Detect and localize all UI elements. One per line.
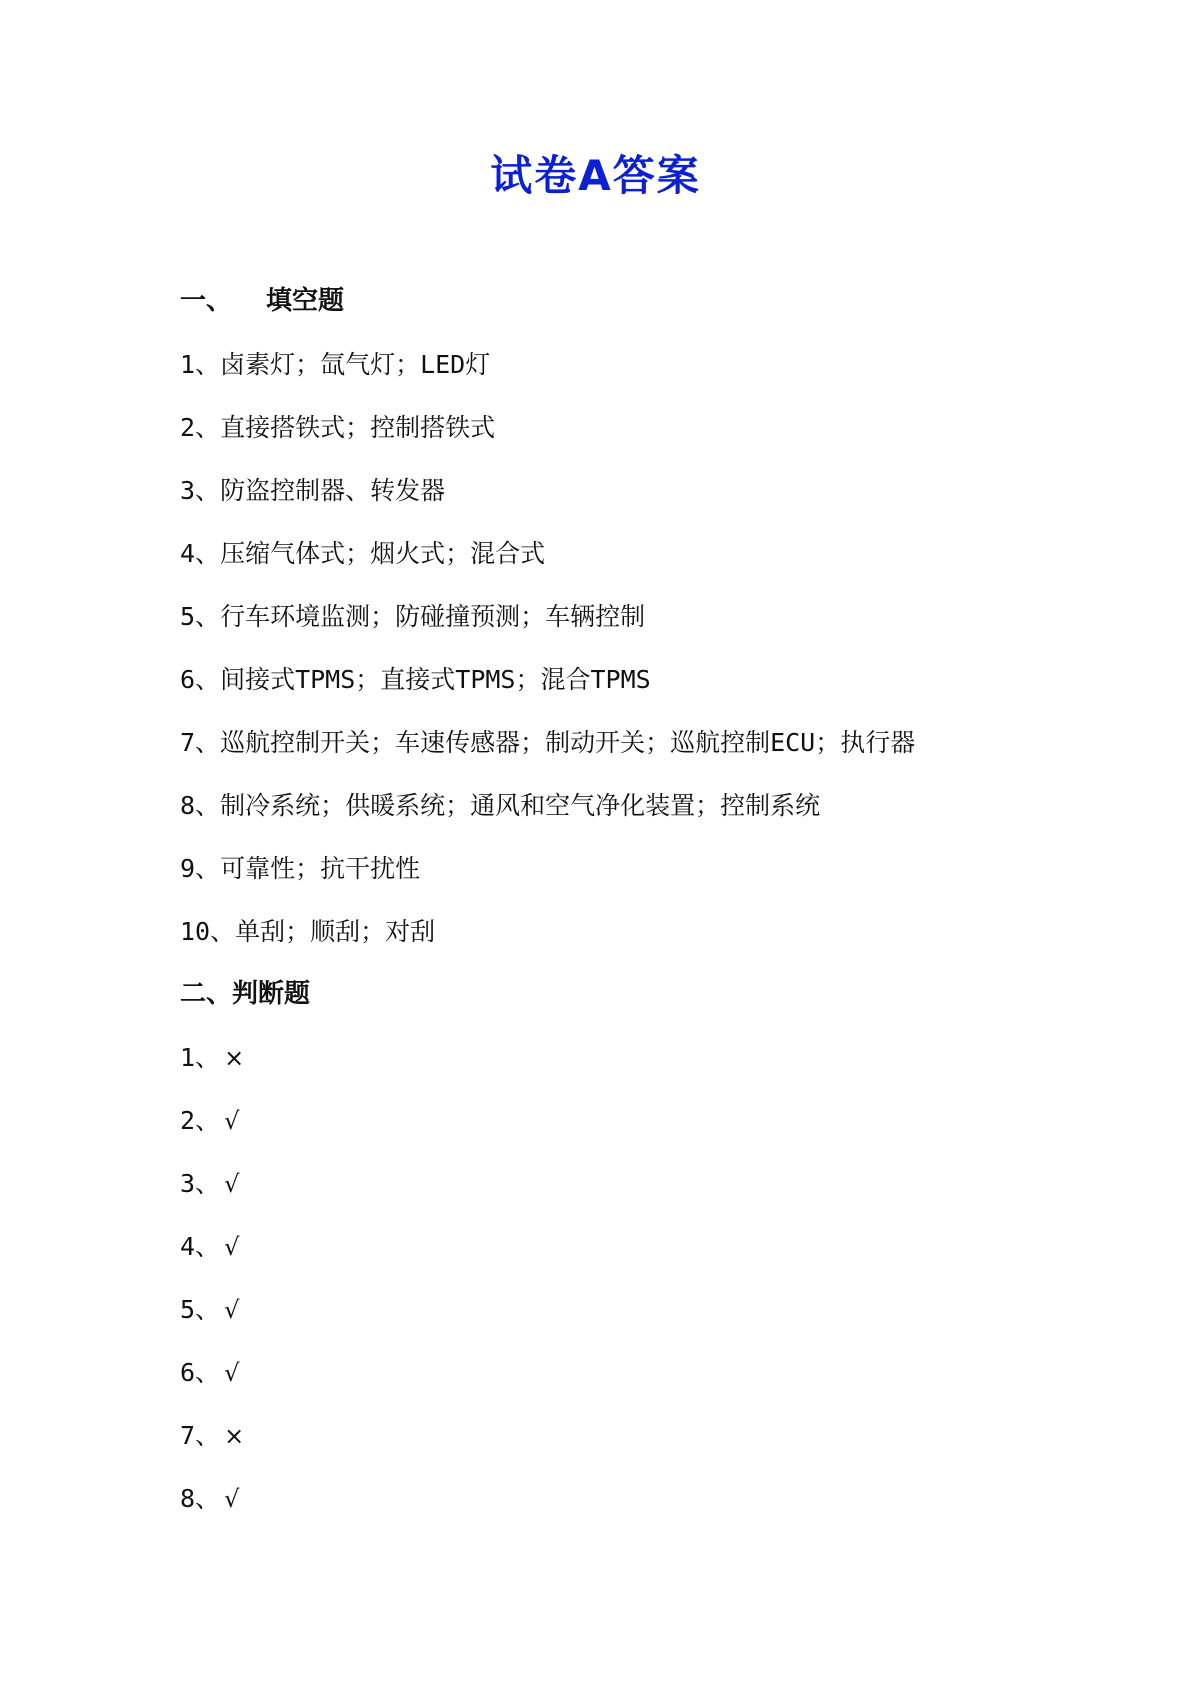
- item-index: 8、: [180, 791, 221, 820]
- item-index: 1、: [180, 350, 221, 379]
- item-answer: 防盗控制器、转发器: [220, 476, 446, 505]
- list-item: [180, 1089, 1080, 1152]
- list-item: [180, 1026, 1080, 1089]
- list-item: [180, 1152, 1080, 1215]
- item-index: 5、: [180, 602, 221, 631]
- list-item: [180, 1215, 1080, 1278]
- item-index: 9、: [180, 854, 221, 883]
- section-number: 一、: [180, 286, 233, 316]
- item-index: 8、: [180, 1484, 221, 1513]
- list-item: [180, 711, 1080, 774]
- item-index: 4、: [180, 1232, 221, 1261]
- list-item: [180, 522, 1080, 585]
- list-item: [180, 333, 1080, 396]
- section-title: 填空题: [266, 286, 345, 316]
- list-item: [180, 774, 1080, 837]
- check-mark-icon: √: [224, 1359, 240, 1387]
- answer-content: [180, 270, 1080, 1530]
- item-answer: 单刮；顺刮；对刮: [235, 917, 436, 946]
- item-answer: 直接搭铁式；控制搭铁式: [220, 413, 496, 442]
- list-item: [180, 1278, 1080, 1341]
- check-mark-icon: √: [224, 1107, 240, 1135]
- list-item: [180, 1341, 1080, 1404]
- item-index: 2、: [180, 413, 221, 442]
- item-index: 4、: [180, 539, 221, 568]
- item-index: 5、: [180, 1295, 221, 1324]
- item-answer: 可靠性；抗干扰性: [220, 854, 421, 883]
- list-item: [180, 648, 1080, 711]
- list-item: [180, 900, 1080, 963]
- check-mark-icon: √: [224, 1296, 240, 1324]
- list-item: [180, 585, 1080, 648]
- check-mark-icon: √: [224, 1170, 240, 1198]
- check-mark-icon: √: [224, 1485, 240, 1513]
- section-title: 判断题: [232, 979, 311, 1009]
- check-mark-icon: √: [224, 1233, 240, 1261]
- item-index: 7、: [180, 728, 221, 757]
- item-index: 3、: [180, 476, 221, 505]
- cross-mark-icon: ×: [224, 1044, 245, 1072]
- item-index: 3、: [180, 1169, 221, 1198]
- item-index: 10、: [180, 917, 236, 946]
- item-index: 6、: [180, 1358, 221, 1387]
- item-answer: 压缩气体式；烟火式；混合式: [220, 539, 546, 568]
- item-index: 2、: [180, 1106, 221, 1135]
- section-true-false-heading: [180, 963, 1080, 1026]
- list-item: [180, 459, 1080, 522]
- item-answer: 间接式TPMS；直接式TPMS；混合TPMS: [220, 665, 651, 694]
- item-answer: 巡航控制开关；车速传感器；制动开关；巡航控制ECU；执行器: [220, 728, 916, 757]
- list-item: [180, 396, 1080, 459]
- list-item: [180, 1467, 1080, 1530]
- item-index: 6、: [180, 665, 221, 694]
- cross-mark-icon: ×: [224, 1422, 245, 1450]
- list-item: [180, 1404, 1080, 1467]
- item-answer: 制冷系统；供暖系统；通风和空气净化装置；控制系统: [220, 791, 821, 820]
- item-index: 1、: [180, 1043, 221, 1072]
- list-item: [180, 837, 1080, 900]
- section-number: 二、: [180, 979, 233, 1009]
- item-answer: 卤素灯；氙气灯；LED灯: [220, 350, 491, 379]
- document-title: 试卷A答案: [490, 151, 701, 200]
- item-answer: 行车环境监测；防碰撞预测；车辆控制: [220, 602, 646, 631]
- section-fill-in-blank-heading: [180, 270, 1080, 333]
- item-index: 7、: [180, 1421, 221, 1450]
